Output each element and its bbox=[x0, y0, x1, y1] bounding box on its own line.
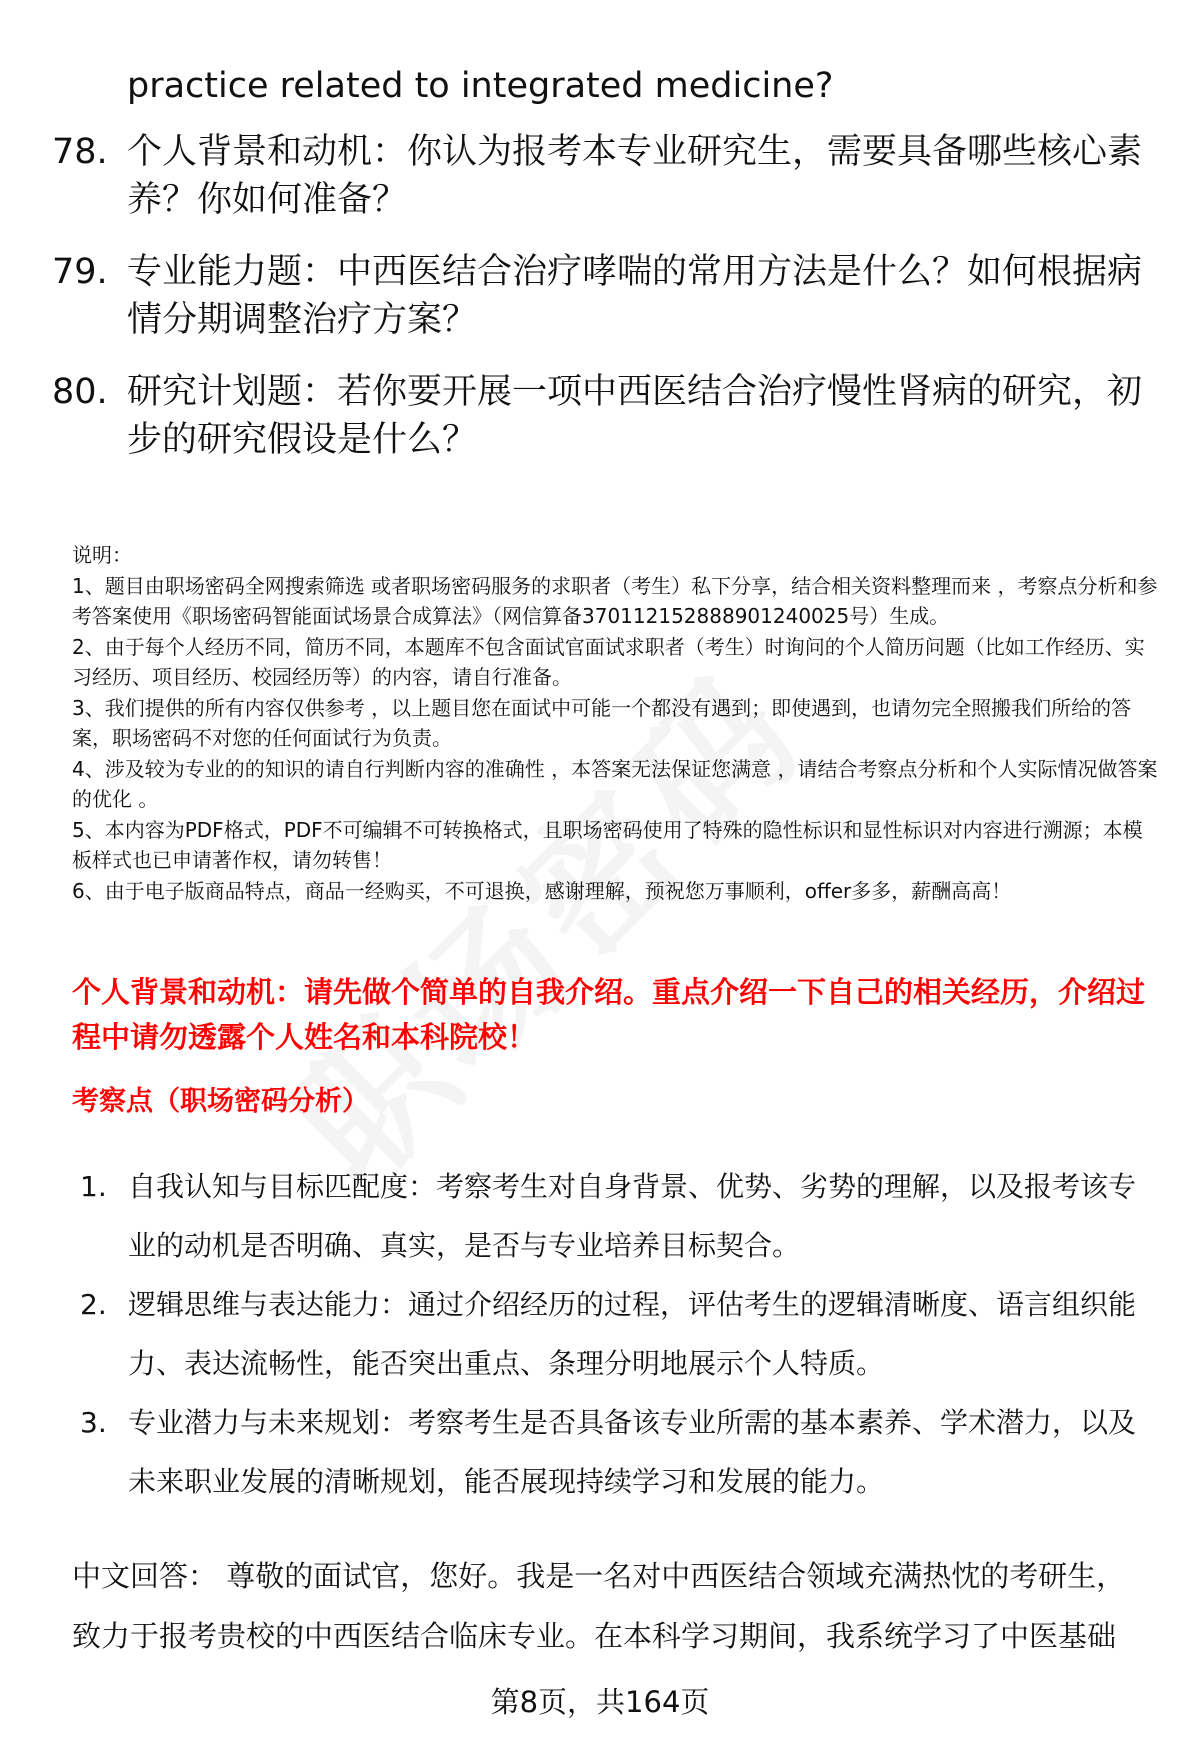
notes-section bbox=[72, 540, 1162, 906]
analysis-heading: 考察点（职场密码分析） bbox=[72, 1086, 369, 1117]
interview-question: 个人背景和动机：请先做个简单的自我介绍。重点介绍一下自己的相关经历，介绍过程中请勿透露个人姓名和本科院校！ bbox=[72, 975, 1146, 1054]
analysis-list bbox=[80, 1157, 1160, 1511]
note-item: 5、本内容为PDF格式，PDF不可编辑不可转换格式，且职场密码使用了特殊的隐性标识和显性标识对内容进行溯源；本模板样式也已申请著作权，请勿转售！ bbox=[72, 817, 1143, 872]
point-number: 3. bbox=[80, 1406, 107, 1439]
note-item: 1、题目由职场密码全网搜索筛选 或者职场密码服务的求职者（考生）私下分享，结合相关资料整理而来 ，考察点分析和参考答案使用《职场密码智能面试场景合成算法》（网信算备370112152888901240025号）生成。 bbox=[72, 573, 1158, 628]
note-item: 3、我们提供的所有内容仅供参考 ，以上题目您在面试中可能一个都没有遇到；即使遇到，也请勿完全照搬我们所给的答案，职场密码不对您的任何面试行为负责。 bbox=[72, 695, 1132, 750]
question-item bbox=[52, 368, 1152, 464]
point-number: 2. bbox=[80, 1288, 107, 1321]
question-item bbox=[52, 128, 1152, 224]
answer-text: 中文回答： 尊敬的面试官，您好。我是一名对中西医结合领域充满热忱的考研生，致力于报考贵校的中西医结合临床专业。在本科学习期间，我系统学习了中医基础 bbox=[72, 1559, 1126, 1653]
question-text: 专业能力题：中西医结合治疗哮喘的常用方法是什么？如何根据病情分期调整治疗方案？ bbox=[127, 252, 1143, 340]
point-text: 自我认知与目标匹配度：考察考生对自身背景、优势、劣势的理解，以及报考该专业的动机是否明确、真实，是否与专业培养目标契合。 bbox=[128, 1170, 1137, 1262]
point-text: 逻辑思维与表达能力：通过介绍经历的过程，评估考生的逻辑清晰度、语言组织能力、表达流畅性，能否突出重点、条理分明地展示个人特质。 bbox=[128, 1288, 1137, 1380]
question-text: 个人背景和动机：你认为报考本专业研究生，需要具备哪些核心素养？你如何准备？ bbox=[127, 132, 1143, 220]
question-number: 78. bbox=[52, 132, 108, 172]
question-number: 79. bbox=[52, 252, 108, 292]
note-item: 4、涉及较为专业的的知识的请自行判断内容的准确性 ，本答案无法保证您满意 ，请结合考察点分析和个人实际情况做答案的优化 。 bbox=[72, 756, 1158, 811]
notes-title: 说明： bbox=[72, 543, 132, 567]
question-number: 80. bbox=[52, 372, 108, 412]
question-continuation: practice related to integrated medicine? bbox=[127, 66, 834, 106]
question-text: 研究计划题：若你要开展一项中西医结合治疗慢性肾病的研究，初步的研究假设是什么？ bbox=[127, 372, 1143, 460]
point-number: 1. bbox=[80, 1170, 107, 1203]
note-item: 2、由于每个人经历不同，简历不同，本题库不包含面试官面试求职者（考生）时询问的个人简历问题（比如工作经历、实习经历、项目经历、校园经历等）的内容，请自行准备。 bbox=[72, 634, 1145, 689]
point-text: 专业潜力与未来规划：考察考生是否具备该专业所需的基本素养、学术潜力，以及未来职业发展的清晰规划，能否展现持续学习和发展的能力。 bbox=[128, 1406, 1137, 1498]
analysis-point bbox=[80, 1157, 1160, 1275]
question-item bbox=[52, 248, 1152, 344]
page-footer: 第8页，共164页 bbox=[490, 1685, 710, 1719]
analysis-point bbox=[80, 1275, 1160, 1393]
note-item: 6、由于电子版商品特点，商品一经购买，不可退换，感谢理解，预祝您万事顺利，offer多多，薪酬高高！ bbox=[72, 878, 1012, 903]
analysis-point bbox=[80, 1393, 1160, 1511]
